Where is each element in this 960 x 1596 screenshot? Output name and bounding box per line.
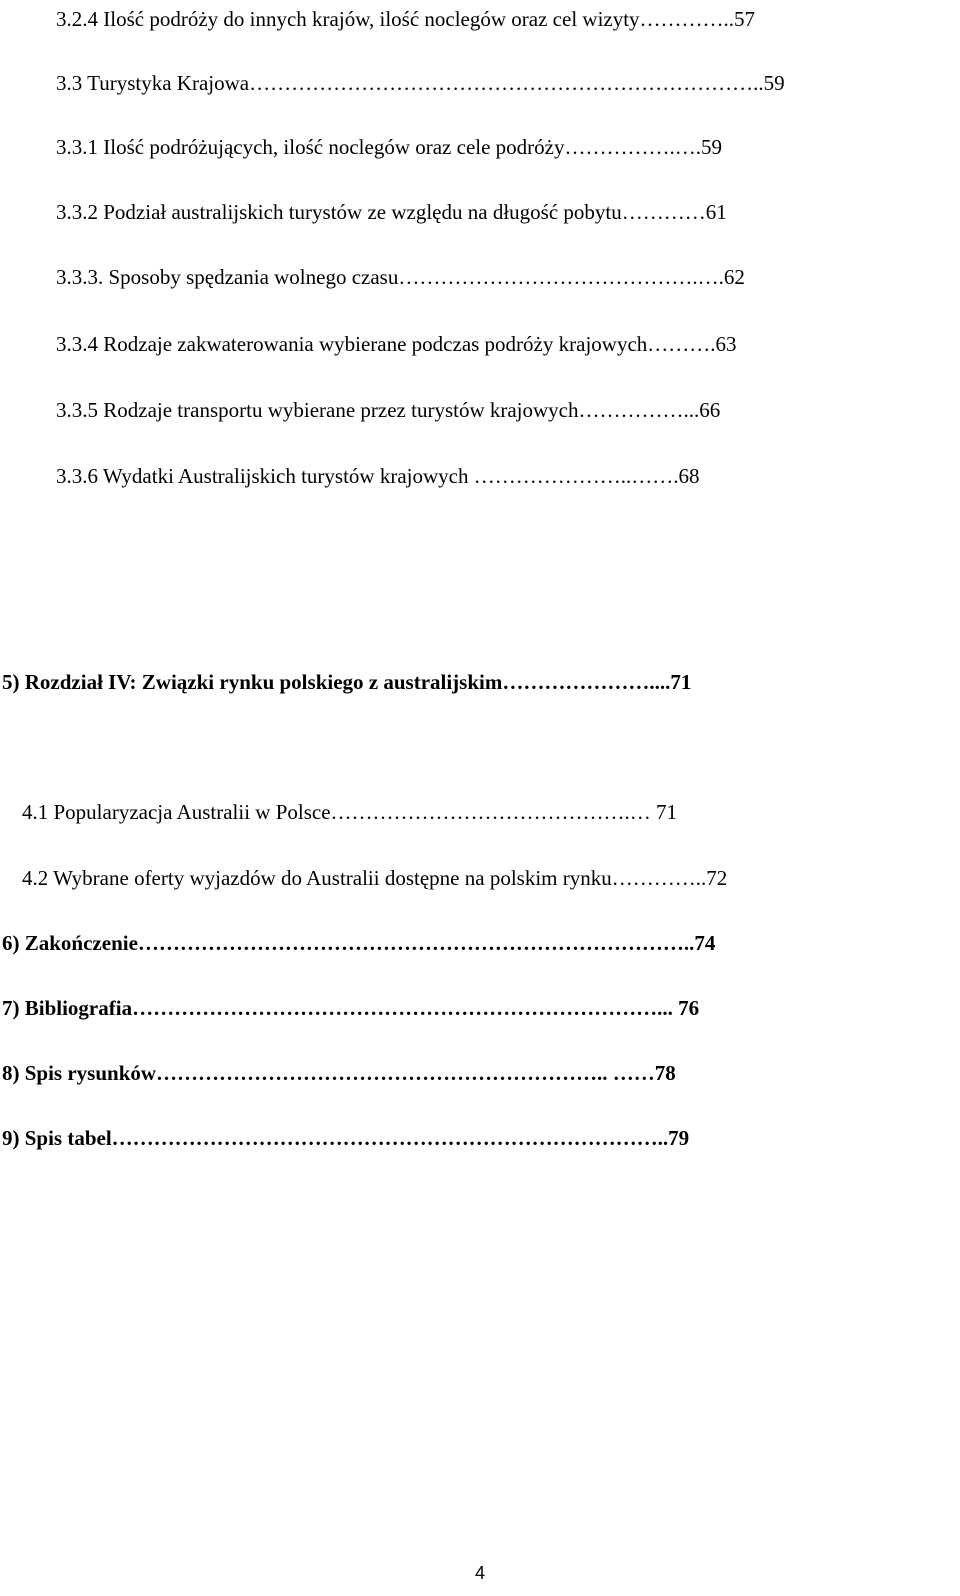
toc-entry-3-3-3: 3.3.3. Sposoby spędzania wolnego czasu…………………………………….….62 [56,265,745,289]
toc-entry-chapter-6: 6) Zakończenie……………………………………………………………………..74 [2,931,716,955]
toc-entry-chapter-9: 9) Spis tabel……………………………………………………………………..79 [2,1126,690,1150]
toc-entry-3-3: 3.3 Turystyka Krajowa………………………………………………………………..59 [56,71,785,95]
toc-entry-3-3-4: 3.3.4 Rodzaje zakwaterowania wybierane podczas podróży krajowych……….63 [56,332,737,356]
toc-entry-4-2: 4.2 Wybrane oferty wyjazdów do Australii dostępne na polskim rynku…………..72 [22,866,728,890]
page-number: 4 [474,1563,485,1583]
toc-entry-3-3-2: 3.3.2 Podział australijskich turystów ze względu na długość pobytu…………61 [56,200,727,224]
toc-entry-3-3-1: 3.3.1 Ilość podróżujących, ilość noclegów oraz cele podróży…………….….59 [56,135,722,159]
toc-entry-3-3-5: 3.3.5 Rodzaje transportu wybierane przez turystów krajowych……………...66 [56,398,721,422]
toc-entry-chapter-7: 7) Bibliografia…………………………………………………………………... 76 [2,996,700,1020]
toc-entry-3-3-6: 3.3.6 Wydatki Australijskich turystów krajowych …………………..…….68 [56,464,700,488]
toc-entry-4-1: 4.1 Popularyzacja Australii w Polsce…………………………………….… 71 [22,800,678,824]
toc-entry-chapter-5: 5) Rozdział IV: Związki rynku polskiego z australijskim…………………....71 [2,670,692,694]
toc-entry-3-2-4: 3.2.4 Ilość podróży do innych krajów, ilość noclegów oraz cel wizyty…………..57 [56,7,756,31]
toc-entry-chapter-8: 8) Spis rysunków……………………………………………………….. ……78 [2,1061,676,1085]
